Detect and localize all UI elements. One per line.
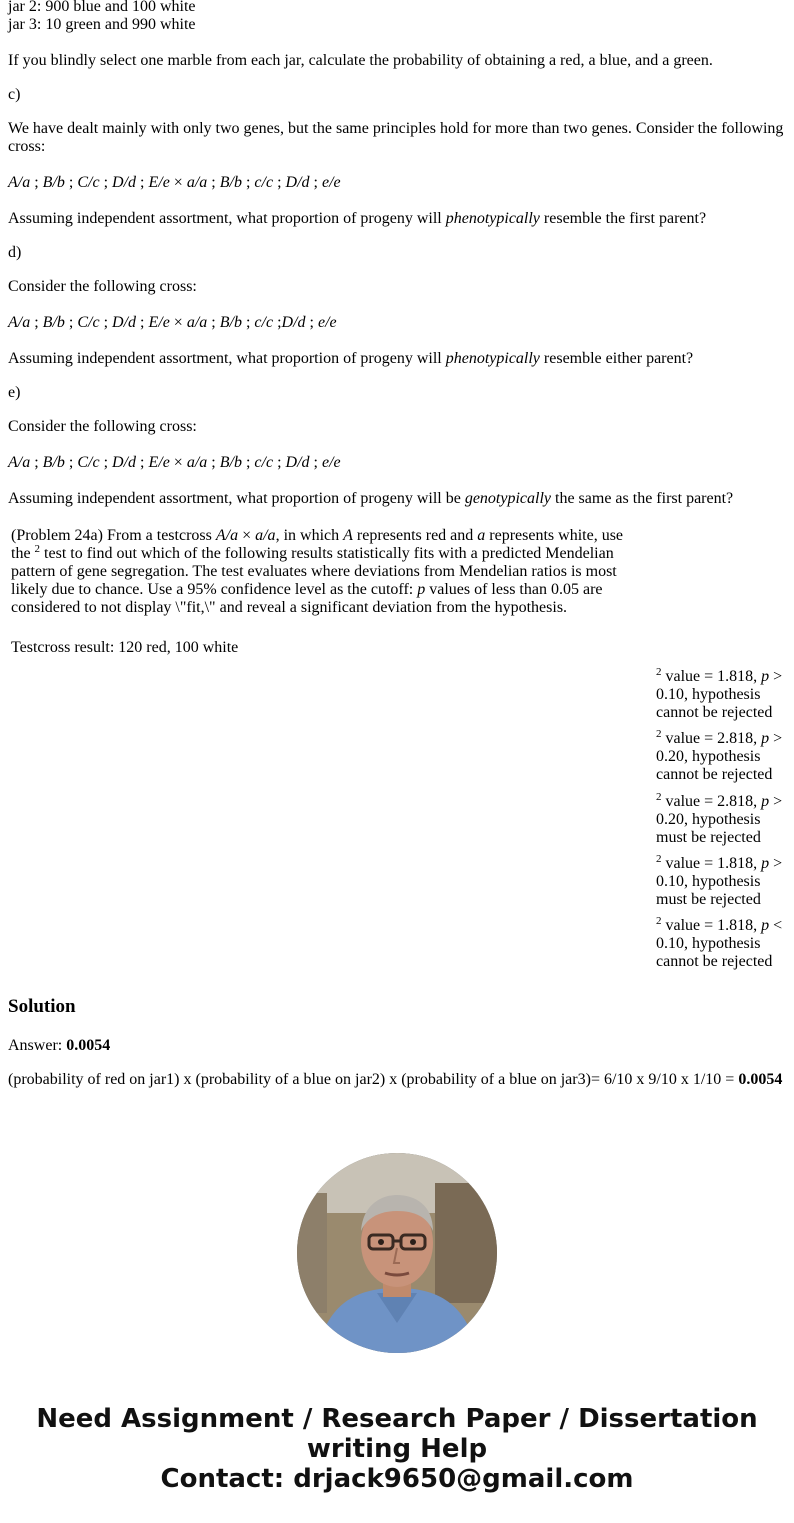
answer-option[interactable]: $^2$ value = 2.818, p > 0.20, hypothesis cannot be rejected — [656, 728, 783, 783]
part-e-intro: Consider the following cross: — [8, 418, 197, 435]
promo-banner — [0, 1404, 794, 1494]
answer-value: 0.0054 — [66, 1037, 111, 1054]
explanation-text: (probability of red on jar1) x (probability of a blue on jar2) x (probability of a blue on jar3)= 6/10 x 9/10 x 1/10 = — [8, 1071, 739, 1088]
promo-line-2: writing Help — [306, 1434, 488, 1464]
solution-answer — [8, 1037, 788, 1055]
answer-option[interactable]: $^2$ value = 2.818, p > 0.20, hypothesis must be rejected — [656, 791, 783, 846]
jar2-line: jar 2: 900 blue and 100 white — [8, 0, 196, 15]
jar3-line: jar 3: 10 green and 990 white — [8, 16, 196, 33]
promo-line-1: Need Assignment / Research Paper / Dissertation — [36, 1404, 758, 1434]
answer-option[interactable]: $^2$ value = 1.818, p < 0.10, hypothesis cannot be rejected — [656, 915, 783, 970]
answer-option[interactable]: $^2$ value = 1.818, p > 0.10, hypothesis cannot be rejected — [656, 666, 783, 721]
promo-contact[interactable]: Contact: drjack9650@gmail.com — [160, 1464, 634, 1494]
part-e-label: e) — [8, 384, 21, 401]
testcross-result: Testcross result: 120 red, 100 white — [11, 639, 239, 656]
part-d-label: d) — [8, 244, 22, 261]
answer-option[interactable]: $^2$ value = 1.818, p > 0.10, hypothesis must be rejected — [656, 853, 783, 908]
solution-heading: Solution — [8, 996, 76, 1017]
part-c-cross: A/a ; B/b ; C/c ; D/d ; E/e × a/a ; B/b ; c/c ; D/d ; e/e — [8, 174, 341, 191]
problem-24a-text: (Problem 24a) From a testcross A/a × a/a, in which A represents red and a represents white, use the $^2$ test to find out which of the following results statistically fits with a predicted Mendelian pattern of gene segregation. The test evaluates where deviations from Mendelian ratios is most likely due to chance. Use a 95% confidence level as the cutoff: p values of less than 0.05 are considered to not display \"fit,\" and reveal a significant deviation from the hypothesis. — [11, 527, 624, 616]
part-d-question: Assuming independent assortment, what proportion of progeny will phenotypically resemble either parent? — [8, 350, 694, 367]
probability-question: If you blindly select one marble from each jar, calculate the probability of obtaining a red, a blue, and a green. — [8, 52, 713, 69]
part-d-cross: A/a ; B/b ; C/c ; D/d ; E/e × a/a ; B/b ; c/c ;D/d ; e/e — [8, 314, 337, 331]
part-e-question: Assuming independent assortment, what proportion of progeny will be genotypically the same as the first parent? — [8, 490, 734, 507]
part-c-intro: We have dealt mainly with only two genes, but the same principles hold for more than two genes. Consider the following cross: — [8, 120, 784, 155]
explanation-value: 0.0054 — [738, 1071, 783, 1088]
part-d-intro: Consider the following cross: — [8, 278, 197, 295]
solution-explanation — [8, 1071, 788, 1089]
part-c-label: c) — [8, 86, 21, 103]
answer-label: Answer: — [8, 1037, 67, 1054]
author-avatar — [297, 1153, 497, 1353]
part-c-question: Assuming independent assortment, what proportion of progeny will phenotypically resemble the first parent? — [8, 210, 707, 227]
part-e-cross: A/a ; B/b ; C/c ; D/d ; E/e × a/a ; B/b ; c/c ; D/d ; e/e — [8, 454, 341, 471]
portrait-illustration — [297, 1153, 497, 1353]
